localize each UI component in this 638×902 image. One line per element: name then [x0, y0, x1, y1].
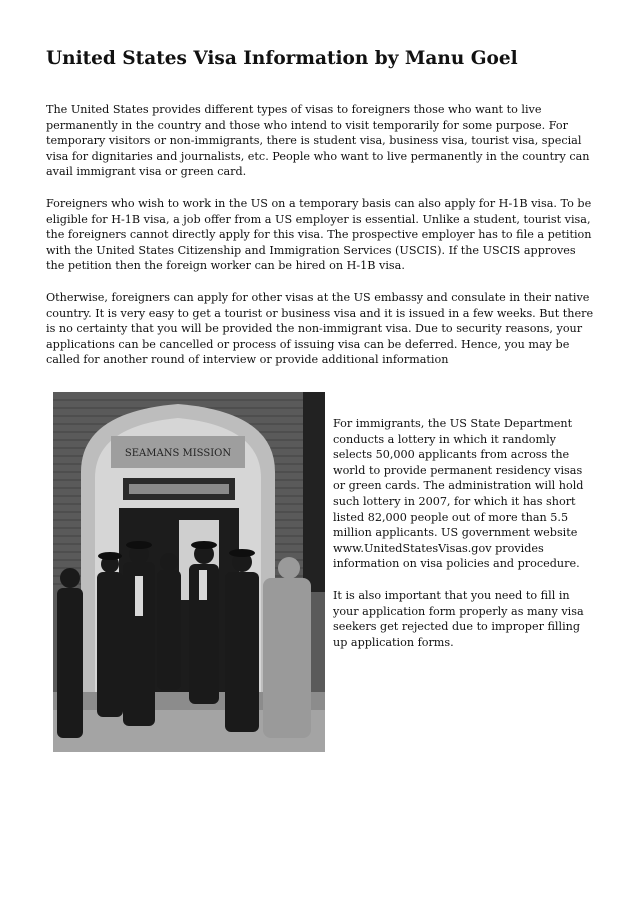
- mission-sign-text: SEAMANS MISSION: [124, 448, 232, 459]
- paragraph-application-forms: It is also important that you need to fill in your application form properly as many visa seekers get rejected due to improper filling up application forms.: [333, 589, 584, 649]
- paragraph-lottery: For immigrants, the US State Department conducts a lottery in which it randomly selects 50,000 applicants from across the world to provide permanent residency visas or green cards. The administration will hold such lottery in 2007, for which it has short listed 82,000 people out of more than 5.5 million applicants. US government website www.UnitedStatesVisas.gov provides information on visa policies and procedure.: [333, 417, 584, 571]
- paragraph-visa-types: The United States provides different types of visas to foreigners those who want to live permanently in the country and those who intend to visit temporarily for some purpose. For temporary visitors or non-immigrants, there is student visa, business visa, tourist visa, special visa for dignitaries and journalists, etc. People who want to live permanently in the country can avail immigrant visa or green card.: [46, 103, 590, 179]
- historic-photo-crowd-at-mission: [53, 392, 325, 752]
- page-title: United States Visa Information by Manu Goel: [46, 48, 518, 69]
- paragraph-h1b: Foreigners who wish to work in the US on a temporary basis can also apply for H-1B visa. To be eligible for H-1B visa, a job offer from a US employer is essential. Unlike a student, tourist visa, the foreigners cannot directly apply for this visa. The prospective employer has to file a petition with the United States Citizenship and Immigration Services (USCIS). If the USCIS approves the petition then the foreign worker can be hired on H-1B visa.: [46, 197, 592, 273]
- paragraph-embassy: Otherwise, foreigners can apply for other visas at the US embassy and consulate in their native country. It is very easy to get a tourist or business visa and it is issued in a few weeks. But there is no certainty that you will be provided the non-immigrant visa. Due to security reasons, your applications can be cancelled or process of issuing visa can be deferred. Hence, you may be called for another round of interview or provide additional information: [46, 291, 594, 367]
